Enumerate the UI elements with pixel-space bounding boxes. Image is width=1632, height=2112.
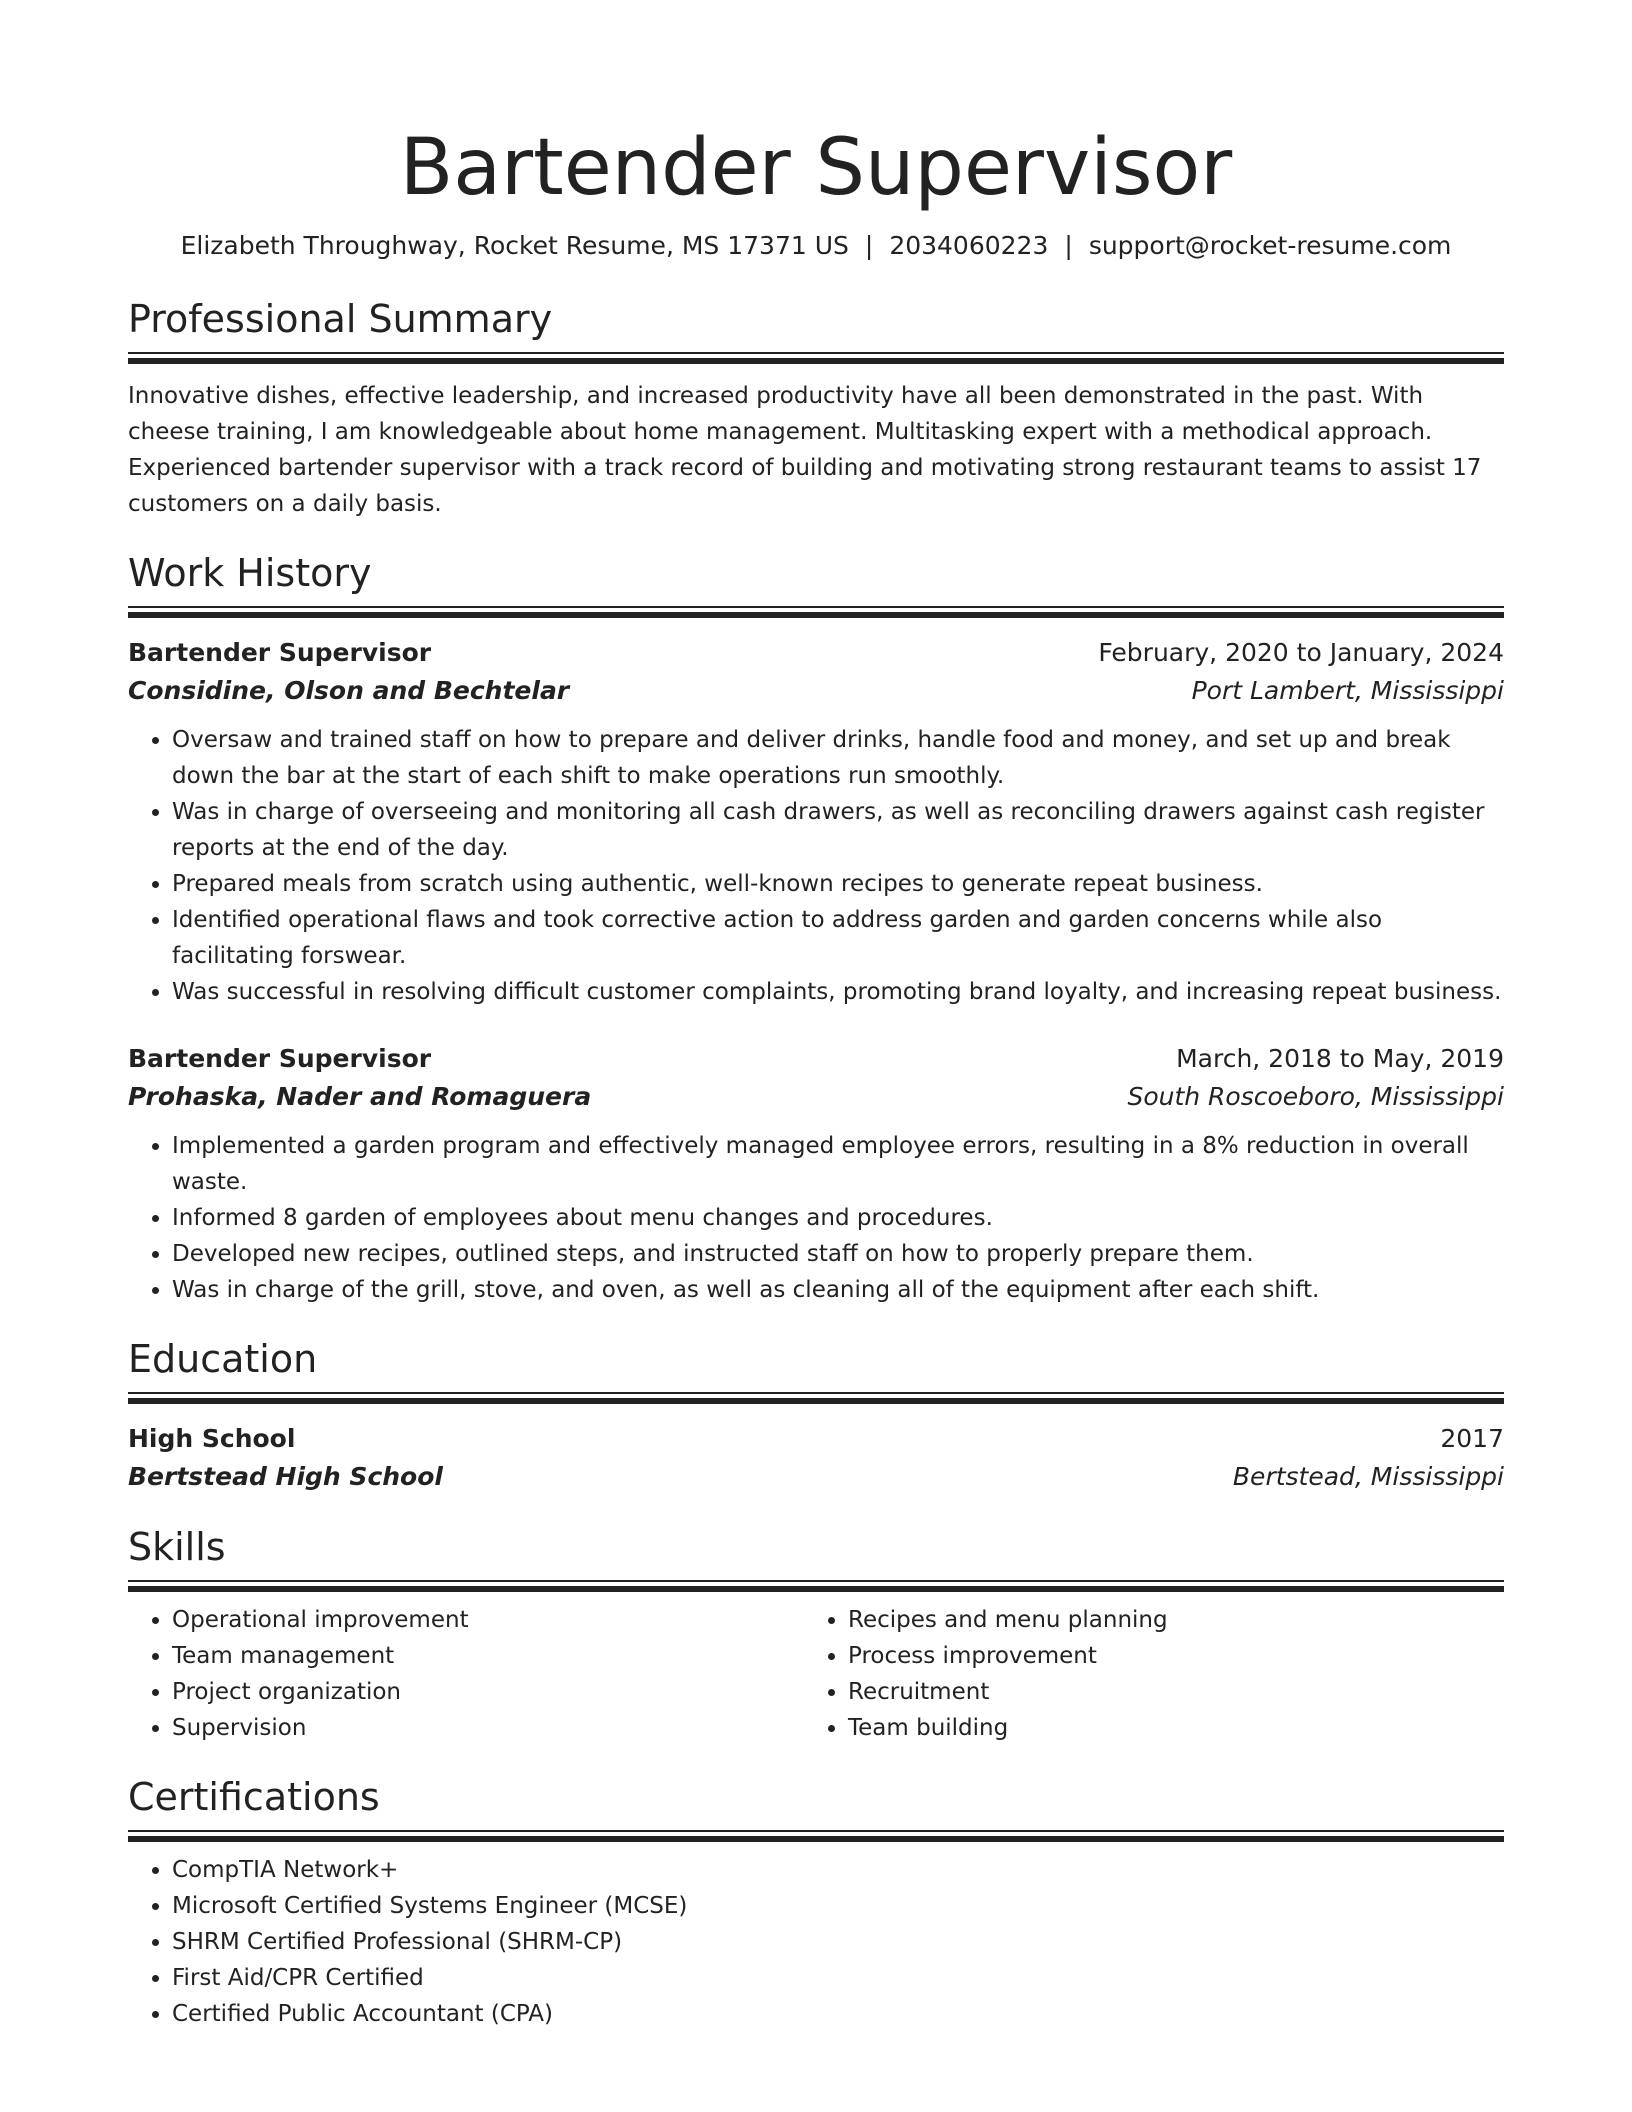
skills-column-left: [128, 1602, 804, 1746]
section-divider: [128, 1580, 1504, 1590]
contact-address: Elizabeth Throughway, Rocket Resume, MS 17371 US: [180, 231, 849, 260]
contact-email[interactable]: support@rocket-resume.com: [1088, 231, 1452, 260]
list-item: • Process improvement: [848, 1638, 1480, 1674]
education-location: Bertstead, Mississippi: [1232, 1462, 1504, 1491]
list-item: • First Aid/CPR Certified: [172, 1960, 1504, 1996]
contact-separator: |: [1064, 231, 1073, 260]
list-item: • Operational improvement: [172, 1602, 804, 1638]
section-work-history: [128, 550, 1504, 1308]
section-divider: [128, 1392, 1504, 1402]
job-bullets: [128, 722, 1504, 1010]
list-item: • Prepared meals from scratch using authentic, well-known recipes to generate repeat business.: [172, 866, 1504, 902]
resume-name: Bartender Supervisor: [399, 123, 1233, 213]
list-item: • Team management: [172, 1638, 804, 1674]
list-item: • Recipes and menu planning: [848, 1602, 1480, 1638]
section-divider: [128, 352, 1504, 362]
list-item: • SHRM Certified Professional (SHRM-CP): [172, 1924, 1504, 1960]
job-entry: [128, 1040, 1504, 1308]
job-company-row: [128, 672, 1504, 710]
list-item: • Recruitment: [848, 1674, 1480, 1710]
section-summary: [128, 296, 1504, 522]
job-dates: February, 2020 to January, 2024: [1098, 638, 1504, 667]
contact-line: [128, 230, 1504, 262]
list-item: • Team building: [848, 1710, 1480, 1746]
job-role: Bartender Supervisor: [128, 1044, 432, 1073]
section-education: [128, 1336, 1504, 1496]
job-role: Bartender Supervisor: [128, 638, 432, 667]
list-item: • Oversaw and trained staff on how to prepare and deliver drinks, handle food and money, and set up and break down the bar at the start of each shift to make operations run smoothly.: [172, 722, 1504, 794]
certifications-list: [128, 1852, 1504, 2032]
section-divider: [128, 606, 1504, 616]
job-entry: [128, 634, 1504, 1010]
job-dates: March, 2018 to May, 2019: [1176, 1044, 1504, 1073]
list-item: • Implemented a garden program and effectively managed employee errors, resulting in a 8% reduction in overall waste.: [172, 1128, 1504, 1200]
section-title-summary: Professional Summary: [128, 297, 553, 341]
list-item: • Certified Public Accountant (CPA): [172, 1996, 1504, 2032]
section-title-skills: Skills: [128, 1525, 226, 1569]
job-company: Considine, Olson and Bechtelar: [128, 676, 570, 705]
education-entry: [128, 1420, 1504, 1496]
list-item: • Supervision: [172, 1710, 804, 1746]
list-item: • Project organization: [172, 1674, 804, 1710]
job-company: Prohaska, Nader and Romaguera: [128, 1082, 592, 1111]
list-item: • Microsoft Certified Systems Engineer (MCSE): [172, 1888, 1504, 1924]
skills-grid: [128, 1602, 1504, 1746]
list-item: • Was in charge of the grill, stove, and oven, as well as cleaning all of the equipment after each shift.: [172, 1272, 1504, 1308]
education-header-row: [128, 1420, 1504, 1458]
job-location: South Roscoeboro, Mississippi: [1127, 1082, 1504, 1111]
job-location: Port Lambert, Mississippi: [1191, 676, 1504, 705]
job-header-row: [128, 1040, 1504, 1078]
list-item: • CompTIA Network+: [172, 1852, 1504, 1888]
section-title-work: Work History: [128, 551, 372, 595]
contact-separator: |: [864, 231, 874, 260]
section-title-certifications: Certifications: [128, 1775, 380, 1819]
list-item: • Identified operational flaws and took corrective action to address garden and garden concerns while also facilitating forswear.: [172, 902, 1504, 974]
list-item: • Was successful in resolving difficult customer complaints, promoting brand loyalty, and increasing repeat business.: [172, 974, 1504, 1010]
list-item: • Informed 8 garden of employees about menu changes and procedures.: [172, 1200, 1504, 1236]
list-item: • Developed new recipes, outlined steps, and instructed staff on how to properly prepare them.: [172, 1236, 1504, 1272]
section-divider: [128, 1830, 1504, 1840]
education-year: 2017: [1440, 1424, 1504, 1453]
job-company-row: [128, 1078, 1504, 1116]
education-degree: High School: [128, 1424, 296, 1453]
education-school-row: [128, 1458, 1504, 1496]
job-header-row: [128, 634, 1504, 672]
education-school: Bertstead High School: [128, 1462, 443, 1491]
section-skills: [128, 1524, 1504, 1746]
summary-text: Innovative dishes, effective leadership, and increased productivity have all been demonstrated in the past. With cheese training, I am knowledgeable about home management. Multitasking expert with a methodical approach. Experienced bartender supervisor with a track record of building and motivating strong restaurant teams to assist 17 customers on a daily basis.: [128, 383, 1482, 517]
section-certifications: [128, 1774, 1504, 2032]
contact-phone: 2034060223: [889, 231, 1049, 260]
resume-page: [128, 0, 1504, 2032]
skills-column-right: [804, 1602, 1480, 1746]
section-title-education: Education: [128, 1337, 318, 1381]
list-item: • Was in charge of overseeing and monitoring all cash drawers, as well as reconciling drawers against cash register reports at the end of the day.: [172, 794, 1504, 866]
job-bullets: [128, 1128, 1504, 1308]
